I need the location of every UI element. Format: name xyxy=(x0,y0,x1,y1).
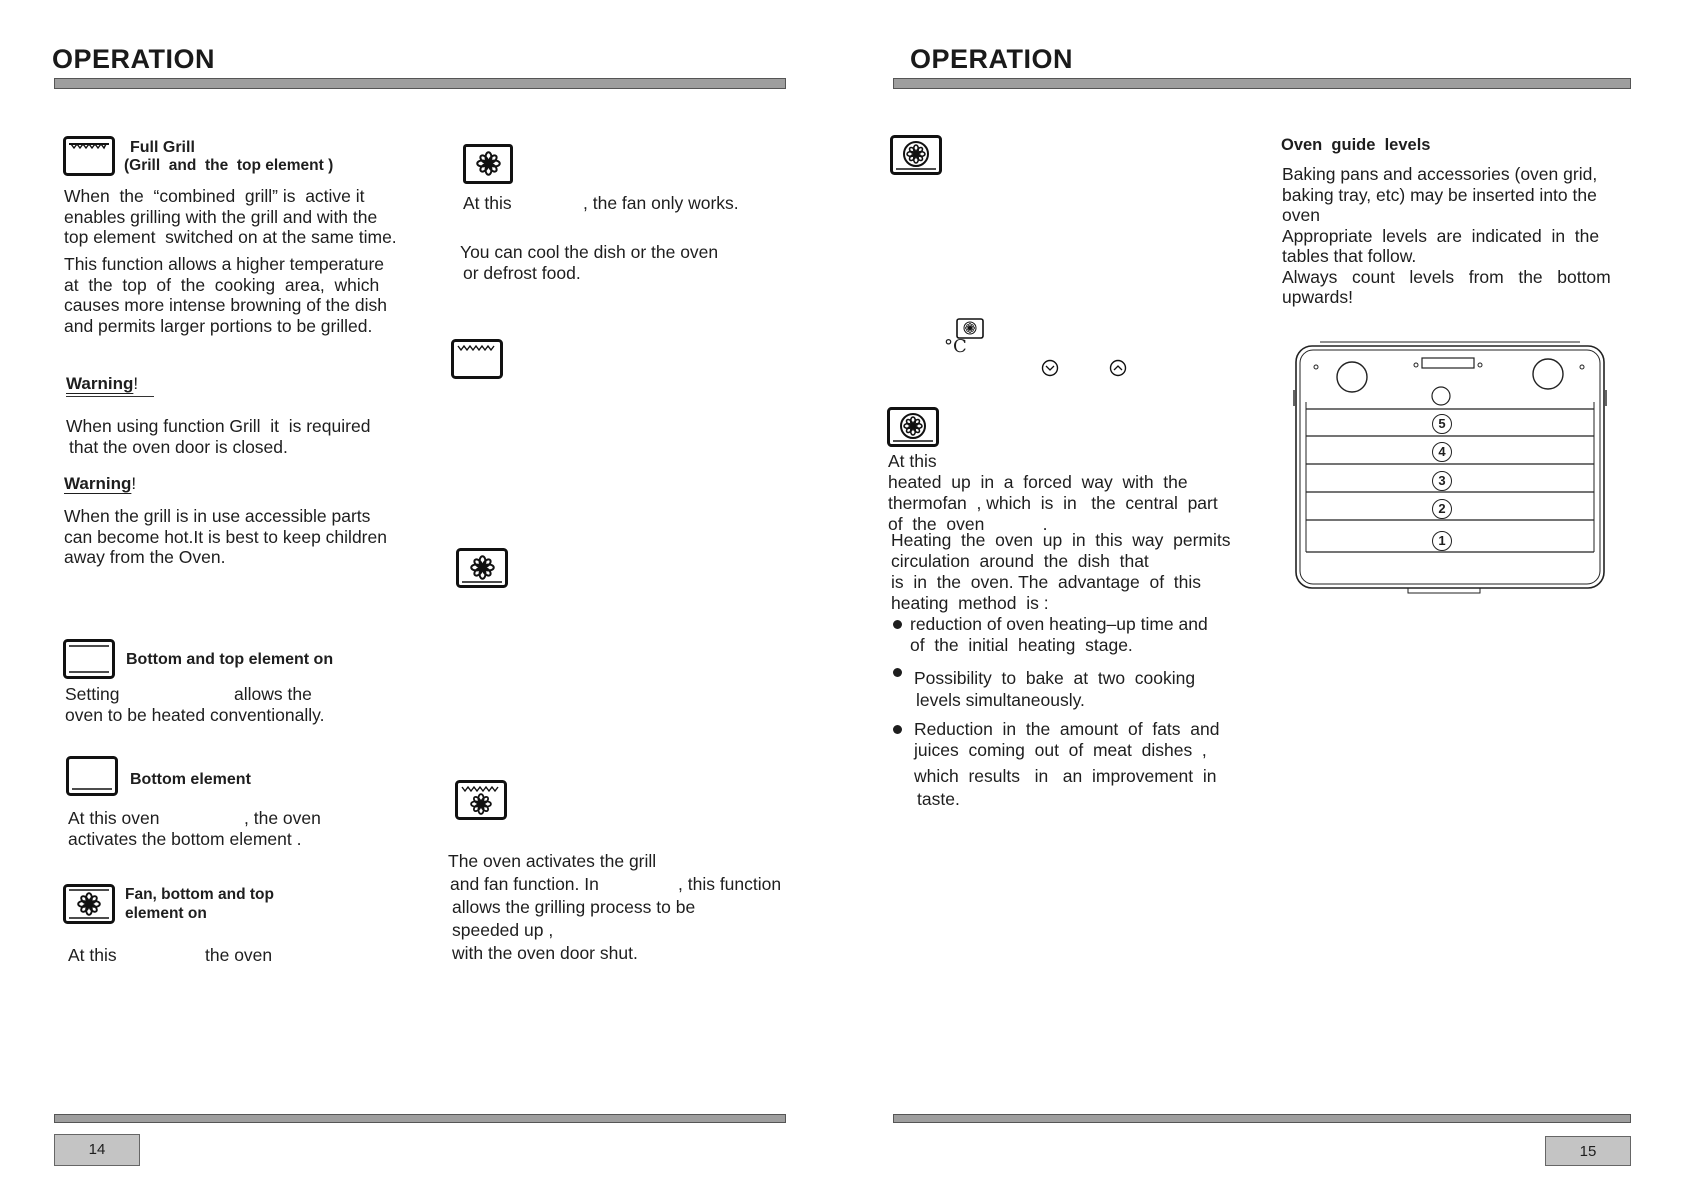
bottom-element-text-2: activates the bottom element . xyxy=(68,829,302,849)
grill-fan-text-4: speeded up , xyxy=(452,920,554,940)
fan-bottom-icon xyxy=(456,548,508,588)
guide-title: Oven guide levels xyxy=(1281,136,1431,154)
bullet-1-line-2: of the initial heating stage. xyxy=(910,635,1133,655)
timer-plus-icon xyxy=(1109,359,1127,377)
fan-only-text-1b: , the fan only works. xyxy=(583,193,739,213)
bottom-element-text-1a: At this oven xyxy=(68,808,160,828)
thermofan-text-7: is in the oven. The advantage of this xyxy=(891,572,1202,592)
level-2-marker: 2 xyxy=(1432,499,1452,519)
footer-rule-right xyxy=(893,1114,1631,1123)
degree-celsius-label: °C xyxy=(944,336,967,357)
full-grill-text-2: This function allows a higher temperature at the top of the cooking area, which causes more intense browning of the dish and permits larger portions to be grilled. xyxy=(64,254,387,336)
warning-heading-1: Warning! xyxy=(66,374,139,393)
warning-text-1: When using function Grill it is required that the oven door is closed. xyxy=(66,416,371,457)
fan-bottom-top-title-2: element on xyxy=(125,905,207,922)
grill-fan-text-1: The oven activates the grill xyxy=(448,851,657,871)
guide-text: Baking pans and accessories (oven grid, baking tray, etc) may be inserted into the oven Appropriate levels are indicated in the tables that follow. Always count levels from the bottom upwards! xyxy=(1282,164,1611,307)
bottom-top-element-title: Bottom and top element on xyxy=(126,651,334,668)
warning-text-2: When the grill is in use accessible parts can become hot.It is best to keep children away from the Oven. xyxy=(64,506,387,567)
full-grill-title: Full Grill xyxy=(130,139,195,156)
warning-underline-1 xyxy=(66,396,154,397)
level-5-marker: 5 xyxy=(1432,414,1452,434)
bullet-3-line-2: juices coming out of meat dishes , xyxy=(914,740,1207,760)
page-number-left: 14 xyxy=(54,1134,140,1166)
bullet-3-line-3: which results in an improvement in xyxy=(914,766,1217,786)
fan-bottom-top-text-b: the oven xyxy=(205,945,273,965)
thermofan-text-8: heating method is : xyxy=(891,593,1049,613)
thermofan-text-4: of the oven . xyxy=(888,514,1048,534)
footer-rule-left xyxy=(54,1114,786,1123)
bullet-2-line-1: Possibility to bake at two cooking xyxy=(914,668,1196,688)
bottom-top-element-icon xyxy=(63,639,115,679)
header-rule-right xyxy=(893,78,1631,89)
thermofan-text-2: heated up in a forced way with the xyxy=(888,472,1188,492)
thermofan-text-5: Heating the oven up in this way permits xyxy=(891,530,1231,550)
warning-heading-2: Warning! xyxy=(64,474,137,493)
full-grill-subtitle: (Grill and the top element ) xyxy=(124,157,334,174)
bullet-dot xyxy=(893,620,902,629)
bullet-3-line-4: taste. xyxy=(917,789,960,809)
bottom-element-text-1b: , the oven xyxy=(244,808,321,828)
grill-fan-text-5: with the oven door shut. xyxy=(452,943,638,963)
bottom-element-icon xyxy=(66,756,118,796)
fan-only-icon xyxy=(463,144,513,184)
grill-fan-icon xyxy=(455,780,507,820)
thermofan-text-1: At this xyxy=(888,451,937,471)
thermofan-icon-top xyxy=(890,135,942,175)
level-4-marker: 4 xyxy=(1432,442,1452,462)
bullet-3-line-1: Reduction in the amount of fats and xyxy=(914,719,1220,739)
header-rule-left xyxy=(54,78,786,89)
bullet-dot xyxy=(893,725,902,734)
grill-fan-text-2a: and fan function. In xyxy=(450,874,599,894)
fan-bottom-top-icon xyxy=(63,884,115,924)
page-title-left: OPERATION xyxy=(52,44,216,74)
bullet-1-line-1: reduction of oven heating–up time and xyxy=(910,614,1208,634)
bottom-top-text-1b: allows the xyxy=(234,684,312,704)
bullet-2-line-2: levels simultaneously. xyxy=(916,690,1085,710)
thermofan-text-6: circulation around the dish that xyxy=(891,551,1149,571)
thermofan-icon xyxy=(887,407,939,447)
bullet-dot xyxy=(893,668,902,677)
bottom-element-title: Bottom element xyxy=(130,771,251,788)
grill-fan-text-2b: , this function xyxy=(678,874,782,894)
level-1-marker: 1 xyxy=(1432,531,1452,551)
page-title-right: OPERATION xyxy=(910,44,1074,74)
oven-diagram xyxy=(1290,338,1610,598)
fan-only-text-3: or defrost food. xyxy=(463,263,581,283)
fan-only-text-2: You can cool the dish or the oven xyxy=(460,242,719,262)
timer-minus-icon xyxy=(1041,359,1059,377)
level-3-marker: 3 xyxy=(1432,471,1452,491)
fan-bottom-top-text-a: At this xyxy=(68,945,117,965)
fan-bottom-top-title-1: Fan, bottom and top xyxy=(125,886,274,903)
fan-only-text-1a: At this xyxy=(463,193,512,213)
page-number-right: 15 xyxy=(1545,1136,1631,1166)
full-grill-icon xyxy=(63,136,115,176)
grill-icon xyxy=(451,339,503,379)
grill-fan-text-3: allows the grilling process to be xyxy=(452,897,696,917)
bottom-top-text-2: oven to be heated conventionally. xyxy=(65,705,325,725)
full-grill-text-1: When the “combined grill” is active it enables grilling with the grill and with the top element switched on at the same time. xyxy=(64,186,397,247)
bottom-top-text-1a: Setting xyxy=(65,684,120,704)
thermofan-text-3: thermofan , which is in the central part xyxy=(888,493,1218,513)
